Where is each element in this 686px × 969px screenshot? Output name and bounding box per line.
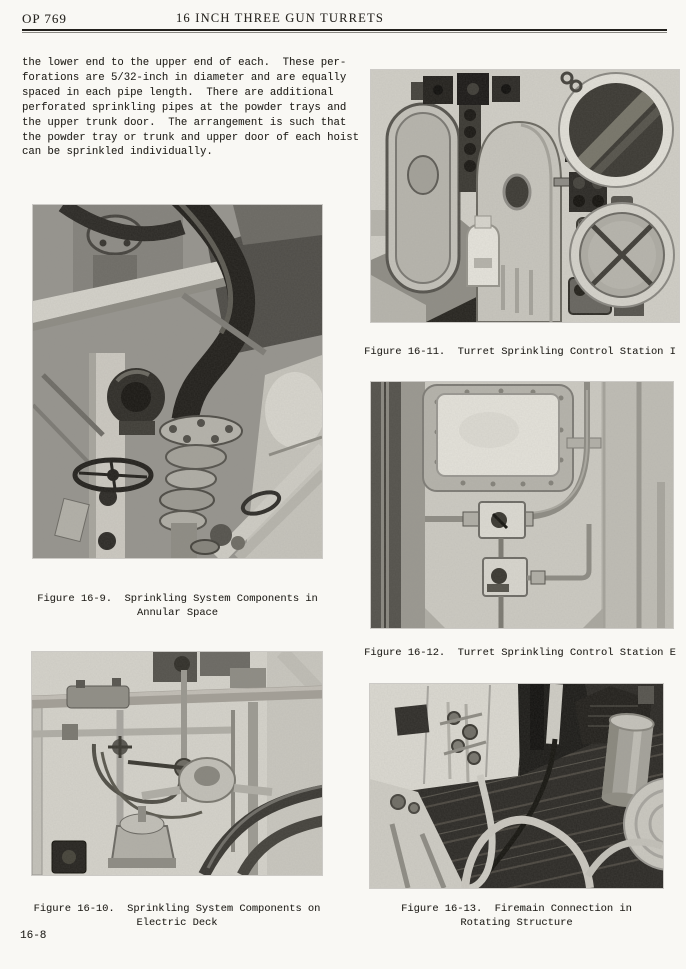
body-line: forations are 5/32-inch in diameter and are equally xyxy=(22,71,347,84)
header-rule-echo xyxy=(22,32,667,33)
figure-16-12-photo-illustration xyxy=(371,382,673,628)
body-line: the lower end to the upper end of each. These per- xyxy=(22,57,347,69)
figure-16-9-caption xyxy=(33,592,322,620)
caption-line: Figure 16-9. Sprinkling System Components in xyxy=(37,593,318,605)
figure-16-11-photo-illustration xyxy=(371,70,679,322)
figure-16-13-photo xyxy=(370,684,663,888)
caption-line: Annular Space xyxy=(136,607,219,619)
figure-16-9-photo xyxy=(33,205,322,558)
body-line: the powder tray or trunk and upper door of each hoist xyxy=(22,131,359,144)
header-rule xyxy=(22,29,667,31)
caption-line: Figure 16-11. Turret Sprinkling Control Station I xyxy=(364,346,676,358)
body-line: the upper trunk door. The arrangement is such that xyxy=(22,116,347,129)
caption-line: Figure 16-12. Turret Sprinkling Control Station E xyxy=(364,647,676,659)
figure-16-11-caption xyxy=(360,345,680,359)
figure-16-13-caption xyxy=(370,902,663,930)
header-title: 16 INCH THREE GUN TURRETS xyxy=(175,11,384,25)
figure-16-11-photo xyxy=(371,70,679,322)
figure-16-9-photo-illustration xyxy=(33,205,322,558)
figure-16-12-photo xyxy=(371,382,673,628)
body-line: spaced in each pipe length. There are additional xyxy=(22,86,334,99)
figure-16-10-caption xyxy=(32,902,322,930)
figure-16-13-photo-illustration xyxy=(370,684,663,888)
header-doc-number: OP 769 xyxy=(22,11,67,26)
page-number: 16-8 xyxy=(20,930,47,942)
figure-16-10-photo-illustration xyxy=(32,652,322,875)
caption-line: Rotating Structure xyxy=(460,917,573,929)
figure-16-10-photo xyxy=(32,652,322,875)
body-line: can be sprinkled individually. xyxy=(22,146,213,159)
caption-line: Figure 16-10. Sprinkling System Components on xyxy=(33,903,321,915)
caption-line: Electric Deck xyxy=(136,917,218,929)
caption-line: Figure 16-13. Firemain Connection in xyxy=(401,903,632,915)
body-paragraph xyxy=(22,56,367,160)
figure-16-12-caption xyxy=(360,646,680,660)
body-line: perforated sprinkling pipes at the powder trays and xyxy=(22,101,347,114)
